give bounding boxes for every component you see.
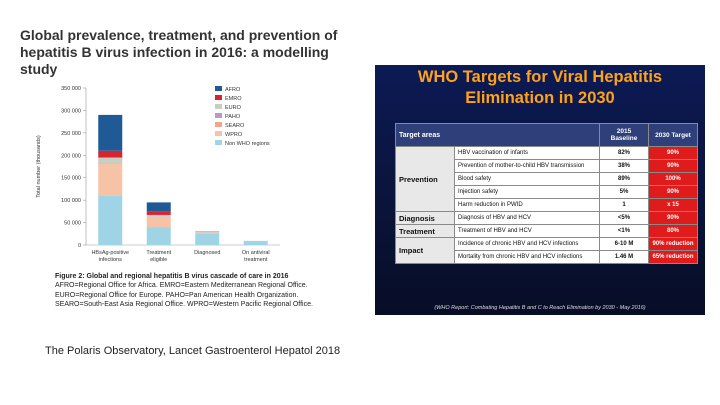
who-table-header-row	[396, 124, 698, 147]
target-label-cell: Treatment of HBV and HCV	[455, 225, 600, 238]
legend-label: AFRO	[225, 87, 241, 93]
target-label-cell: HBV vaccination of infants	[455, 147, 600, 160]
figure-caption-title: Figure 2: Global and regional hepatitis B virus cascade of care in 2016	[55, 273, 289, 280]
y-tick-label: 300 000	[61, 108, 81, 115]
baseline-cell: 1	[600, 199, 649, 212]
bar-segment	[98, 164, 122, 195]
y-tick-label: 350 000	[61, 86, 81, 92]
legend-label: Non WHO regions	[225, 141, 270, 147]
target-2030-cell: x 15	[649, 199, 698, 212]
who-targets-slide	[375, 65, 705, 315]
y-axis-label: Total number (thousands)	[36, 135, 42, 198]
who-table-row	[396, 147, 698, 160]
y-tick-label: 150 000	[61, 175, 81, 182]
who-title-line2: Elimination in 2030	[465, 89, 615, 107]
bar-segment	[147, 202, 171, 211]
legend-swatch	[215, 95, 222, 100]
who-table-row	[396, 212, 698, 225]
target-area-cell: Impact	[396, 238, 455, 264]
bar-segment	[244, 242, 268, 245]
figure-caption	[55, 272, 315, 310]
paper-title: Global prevalence, treatment, and prevention of hepatitis B virus infection in 2016: a modelling study	[20, 27, 338, 77]
bar-segment	[147, 211, 171, 215]
legend-label: WPRO	[225, 132, 243, 138]
bar-segment	[147, 217, 171, 227]
target-label-cell: Harm reduction in PWID	[455, 199, 600, 212]
y-tick-label: 100 000	[61, 198, 81, 205]
target-2030-cell: 90%	[649, 212, 698, 225]
legend-swatch	[215, 86, 222, 91]
legend-label: SEARO	[225, 123, 245, 129]
citation: The Polaris Observatory, Lancet Gastroenterol Hepatol 2018	[45, 345, 341, 357]
who-table-body	[396, 147, 698, 264]
bar-segment	[147, 215, 171, 217]
target-area-cell: Treatment	[396, 225, 455, 238]
target-2030-cell: 90%	[649, 147, 698, 160]
x-category-label: HBsAg-positive infections	[91, 250, 130, 263]
cascade-bar-chart	[30, 78, 300, 268]
x-category-label: On antiviral treatment	[241, 250, 270, 263]
baseline-cell: 89%	[600, 173, 649, 186]
baseline-cell: 5%	[600, 186, 649, 199]
y-tick-label: 200 000	[61, 153, 81, 160]
baseline-cell: 38%	[600, 160, 649, 173]
y-tick-label: 250 000	[61, 130, 81, 137]
header-baseline: 2015 Baseline	[600, 124, 649, 147]
baseline-cell: <1%	[600, 225, 649, 238]
legend-label: PAHO	[225, 114, 241, 120]
x-category-label: Treatment eligible	[146, 250, 172, 263]
baseline-cell: <5%	[600, 212, 649, 225]
who-table-row	[396, 225, 698, 238]
figure-caption-text: AFRO=Regional Office for Africa. EMRO=Eastern Mediterranean Regional Office. EURO=Regional Office for Europe. PAHO=Pan American Health Organization. SEARO=South-East Asia Regional Office. WPRO=Western Pacific Regional Office.	[55, 282, 313, 309]
header-target: 2030 Target	[649, 124, 698, 147]
bar-segment	[98, 151, 122, 158]
header-target-areas: Target areas	[396, 124, 600, 147]
bar-segment	[147, 227, 171, 245]
target-2030-cell: 80%	[649, 225, 698, 238]
target-label-cell: Incidence of chronic HBV and HCV infections	[455, 238, 600, 251]
target-label-cell: Blood safety	[455, 173, 600, 186]
target-2030-cell: 90%	[649, 160, 698, 173]
who-title-line1: WHO Targets for Viral Hepatitis	[417, 68, 663, 86]
bar-segment	[195, 233, 219, 245]
target-area-cell: Diagnosis	[396, 212, 455, 225]
target-label-cell: Mortality from chronic HBV and HCV infections	[455, 251, 600, 264]
target-2030-cell: 90% reduction	[649, 238, 698, 251]
x-category-label: Diagnosed	[194, 250, 221, 256]
legend-swatch	[215, 104, 222, 109]
who-footnote: (WHO Report: Combating Hepatitis B and C to Reach Elimination by 2030 - May 2016)	[434, 305, 646, 311]
target-area-cell: Prevention	[396, 147, 455, 212]
who-targets-table	[395, 123, 698, 264]
bar-segment	[98, 158, 122, 164]
legend-label: EMRO	[225, 96, 242, 102]
target-2030-cell: 90%	[649, 186, 698, 199]
baseline-cell: 6-10 M	[600, 238, 649, 251]
target-label-cell: Diagnosis of HBV and HCV	[455, 212, 600, 225]
legend-swatch	[215, 140, 222, 145]
legend-label: EURO	[225, 105, 241, 111]
baseline-cell: 1.46 M	[600, 251, 649, 264]
legend-swatch	[215, 131, 222, 136]
bar-segment	[195, 233, 219, 234]
bar-segment	[98, 115, 122, 151]
target-label-cell: Injection safety	[455, 186, 600, 199]
target-2030-cell: 65% reduction	[649, 251, 698, 264]
baseline-cell: 82%	[600, 147, 649, 160]
bar-segment	[98, 196, 122, 245]
legend-swatch	[215, 122, 222, 127]
y-tick-label: 0	[77, 243, 81, 249]
target-2030-cell: 100%	[649, 173, 698, 186]
legend-swatch	[215, 113, 222, 118]
who-slide-title	[375, 65, 705, 109]
who-table-row	[396, 238, 698, 251]
y-tick-label: 50 000	[64, 220, 81, 227]
target-label-cell: Prevention of mother-to-child HBV transmission	[455, 160, 600, 173]
